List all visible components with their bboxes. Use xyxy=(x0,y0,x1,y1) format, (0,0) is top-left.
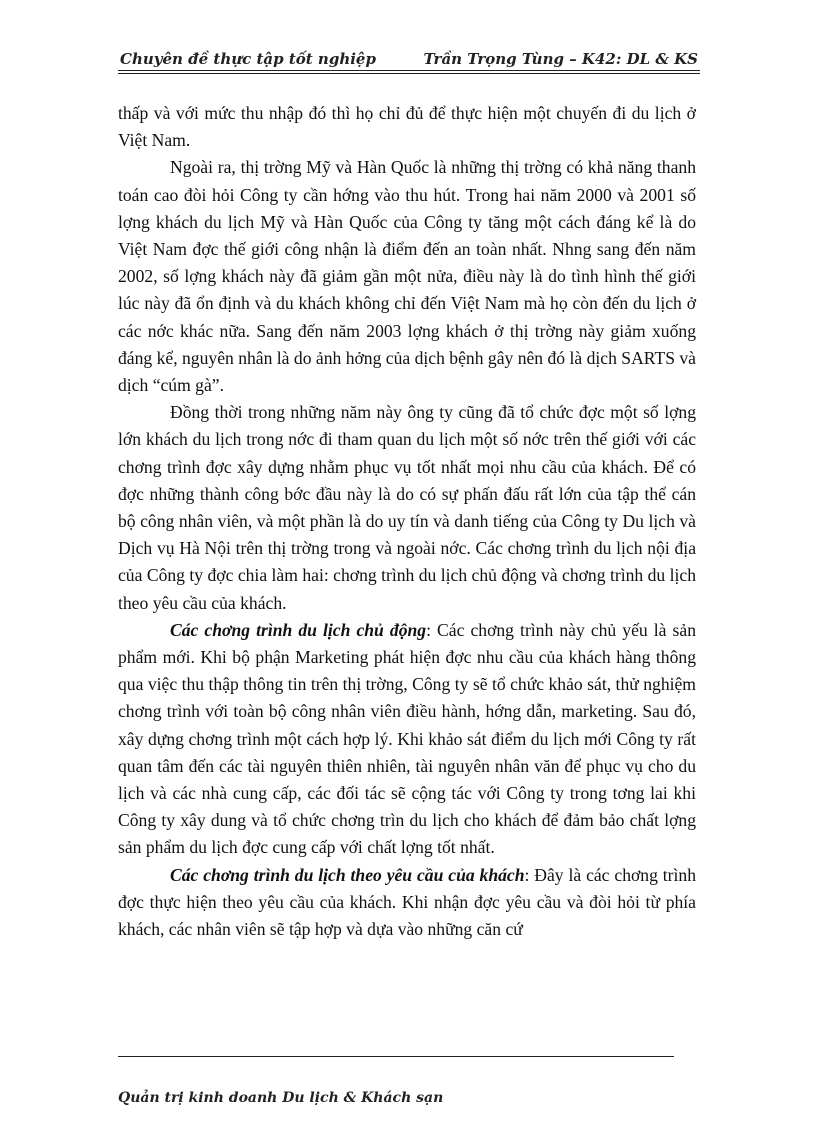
page-body xyxy=(118,100,696,943)
header-document-title: Chuyên đề thực tập tốt nghiệp xyxy=(120,50,376,68)
paragraph-outbound-tours: Đồng thời trong những năm này ông ty cũng đã tổ chức đợc một số lợng lớn khách du lịch trong nớc đi tham quan du lịch một số nớc trên thế giới với các chơng trình đợc xây dựng nhằm phục vụ tốt nhất mọi nhu cầu của khách. Để có đợc những thành công bớc đầu này là do có sự phấn đấu rất lớn của tập thể cán bộ công nhân viên, và một phần là do uy tín và danh tiếng của Công ty Du lịch và Dịch vụ Hà Nội trên thị trờng trong và ngoài nớc. Các chơng trình du lịch nội địa của Công ty đợc chia làm hai: chơng trình du lịch chủ động và chơng trình du lịch theo yêu cầu của khách. xyxy=(118,402,696,613)
paragraph-text-custom-programs: : Đây là các chơng trình đợc thực hiện theo yêu cầu của khách. Khi nhận đợc yêu cầu và đòi hỏi từ phía khách, các nhân viên sẽ tập hợp và dựa vào những căn cứ xyxy=(118,864,696,940)
paragraph-continuation: thấp và với mức thu nhập đó thì họ chỉ đủ để thực hiện một chuyến đi du lịch ở Việt Nam. xyxy=(118,103,696,151)
paragraph-text-active-programs: : Các chơng trình này chủ yếu là sản phẩm mới. Khi bộ phận Marketing phát hiện đợc nhu cầu của khách hàng thông qua việc thu thập thông tin trên thị trờng, Công ty sẽ tổ chức khảo sát, thử nghiệm chơng trình với toàn bộ công nhân viên điều hành, hớng dẫn, marketing. Sau đó, xây dựng chơng trình một cách hợp lý. Khi khảo sát điểm du lịch mới Công ty rất quan tâm đến các tài nguyên thiên nhiên, tài nguyên nhân văn để phục vụ cho du lịch và các nhà cung cấp, các đối tác sẽ cộng tác với Công ty trong tơng lai khi Công ty xây dung và tổ chức chơng trìn du lịch cho khách để đảm bảo chất lợng sản phẩm du lịch đợc cung cấp với chất lợng tốt nhất. xyxy=(118,619,696,858)
footer-rule xyxy=(118,1056,674,1057)
paragraph-custom-programs xyxy=(118,862,696,944)
paragraph-active-programs xyxy=(118,617,696,862)
paragraph-lead-active-programs: Các chơng trình du lịch chủ động xyxy=(170,619,427,640)
header-rule-double xyxy=(118,73,700,74)
paragraph-lead-custom-programs: Các chơng trình du lịch theo yêu cầu của khách xyxy=(170,864,525,885)
page-footer: Quản trị kinh doanh Du lịch & Khách sạn xyxy=(118,1090,444,1106)
paragraph-us-korea-market: Ngoài ra, thị trờng Mỹ và Hàn Quốc là những thị trờng có khả năng thanh toán cao đòi hỏi Công ty cần hớng vào thu hút. Trong hai năm 2000 và 2001 số lợng khách du lịch Mỹ và Hàn Quốc của Công ty tăng một cách đáng kể là do Việt Nam đợc thế giới công nhận là điểm đến an toàn nhất. Nhng sang đến năm 2002, số lợng khách này đã giảm gần một nửa, điều này là do tình hình thế giới lúc này đã ổn định và du khách không chỉ đến Việt Nam mà họ còn đến du lịch ở các nớc khác nữa. Sang đến năm 2003 lợng khách ở thị trờng này giảm xuống đáng kể, nguyên nhân là do ảnh hởng của dịch bệnh gây nên đó là dịch SARTS và dịch “cúm gà”. xyxy=(118,157,696,396)
header-rule xyxy=(118,70,700,71)
page-header xyxy=(118,50,700,70)
header-author: Trần Trọng Tùng – K42: DL & KS xyxy=(423,50,698,68)
